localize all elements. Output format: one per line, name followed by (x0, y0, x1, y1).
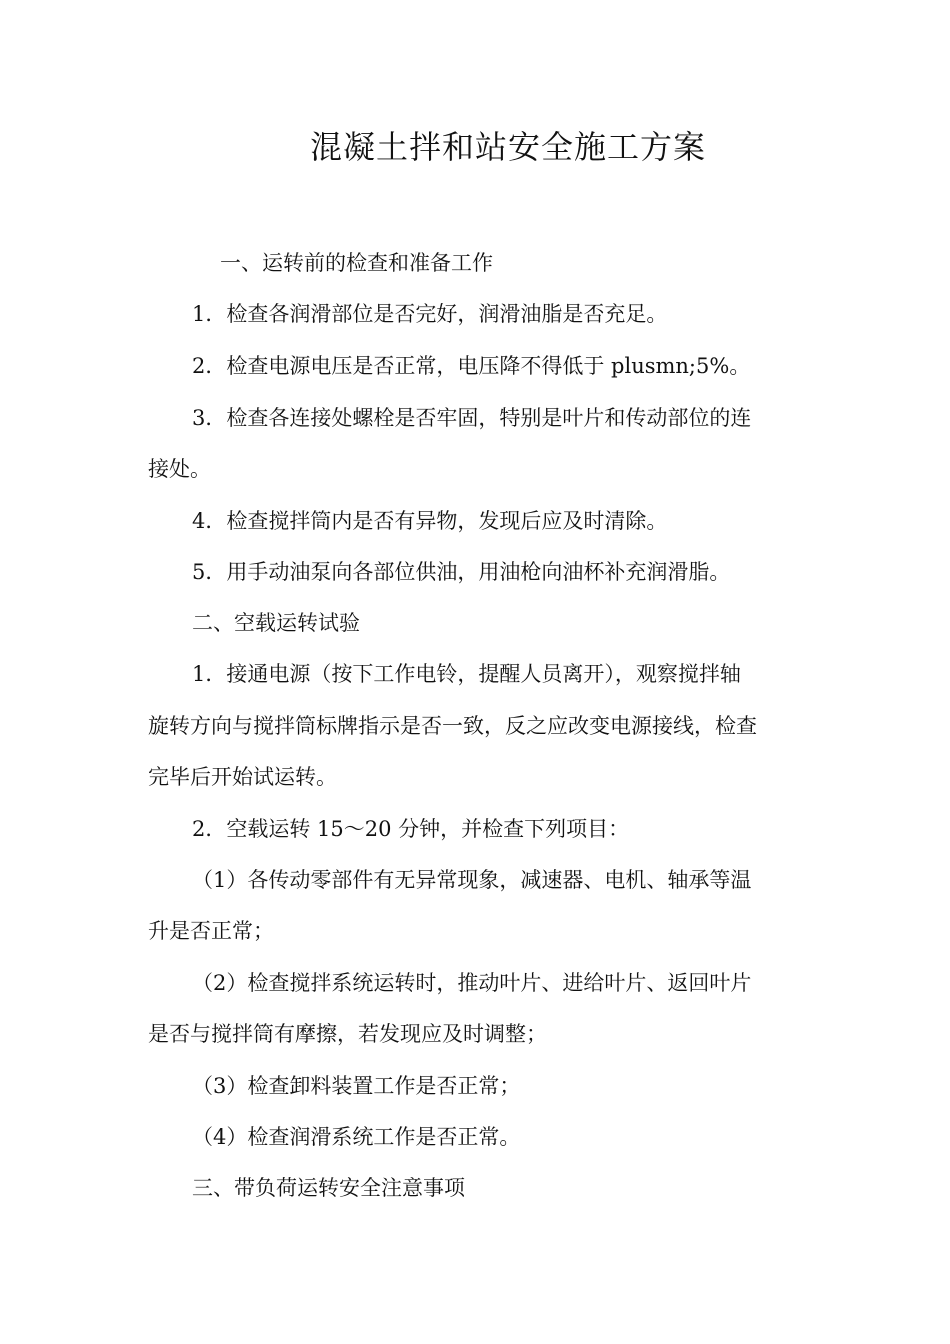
paragraph-line-continued: 是否与搅拌筒有摩擦，若发现应及时调整； (148, 1022, 547, 1046)
paragraph-line: 2．空载运转 15～20 分钟，并检查下列项目： (192, 817, 630, 841)
document-title: 混凝土拌和站安全施工方案 (309, 128, 706, 166)
paragraph-line-continued: 接处。 (148, 457, 211, 481)
paragraph-line: 4．检查搅拌筒内是否有异物，发现后应及时清除。 (192, 509, 668, 533)
paragraph-line: （1）各传动零部件有无异常现象，减速器、电机、轴承等温 (192, 868, 752, 892)
paragraph-line-continued: 旋转方向与搅拌筒标牌指示是否一致，反之应改变电源接线，检查 (148, 714, 757, 738)
section-heading-3: 三、带负荷运转安全注意事项 (192, 1176, 465, 1200)
section-heading-1: 一、运转前的检查和准备工作 (220, 251, 493, 275)
section-heading-2: 二、空载运转试验 (192, 611, 360, 635)
paragraph-line: （2）检查搅拌系统运转时，推动叶片、进给叶片、返回叶片 (192, 971, 752, 995)
paragraph-line: （3）检查卸料装置工作是否正常； (192, 1074, 521, 1098)
paragraph-line: 3．检查各连接处螺栓是否牢固，特别是叶片和传动部位的连 (192, 406, 752, 430)
paragraph-line: 1．接通电源（按下工作电铃，提醒人员离开），观察搅拌轴 (192, 662, 741, 686)
paragraph-line: 1．检查各润滑部位是否完好，润滑油脂是否充足。 (192, 302, 668, 326)
paragraph-line: 5．用手动油泵向各部位供油，用油枪向油杯补充润滑脂。 (192, 560, 731, 584)
paragraph-line: 2．检查电源电压是否正常，电压降不得低于 plusmn;5%。 (192, 354, 751, 378)
paragraph-line-continued: 完毕后开始试运转。 (148, 765, 337, 789)
paragraph-line-continued: 升是否正常； (148, 919, 274, 943)
paragraph-line: （4）检查润滑系统工作是否正常。 (192, 1125, 521, 1149)
